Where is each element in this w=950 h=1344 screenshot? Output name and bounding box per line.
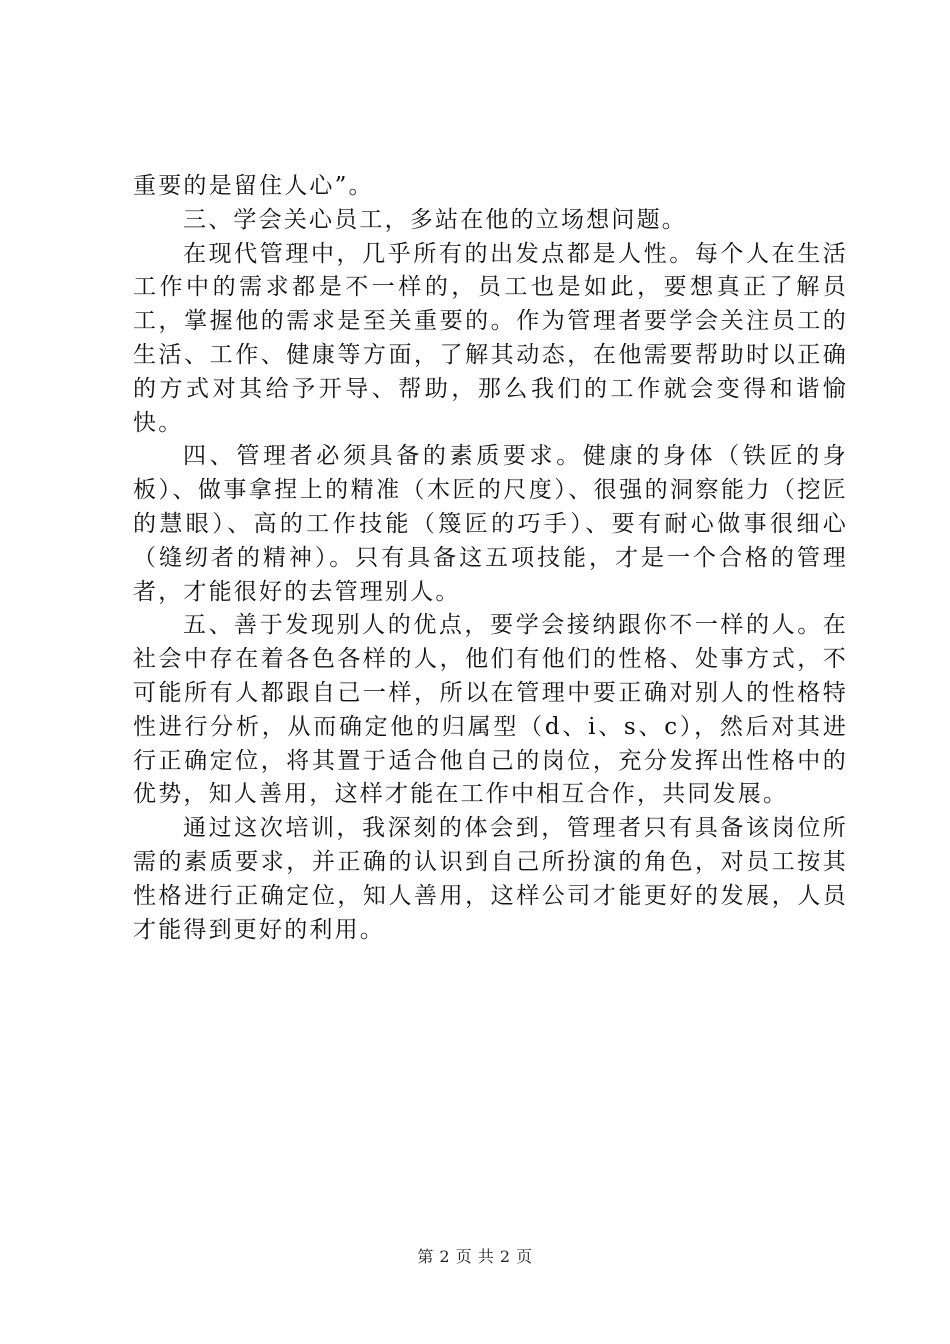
paragraph-continuation: 重要的是留住人心”。 (133, 173, 374, 199)
paragraph-section-5: 五、善于发现别人的优点，要学会接纳跟你不一样的人。在社会中存在着各色各样的人，他们有他们的性格、处事方式，不可能所有人都跟自己一样，所以在管理中要正确对别人的性格特性进行分析，从而确定他的归属型（d、i、s、c），然后对其进行正确定位，将其置于适合他自己的岗位，充分发挥出性格中的优势，知人善用，这样才能在工作中相互合作，共同发展。 (133, 612, 848, 808)
page-number-footer: 第 2 页 共 2 页 (417, 1247, 533, 1266)
paragraph-heading-3: 三、学会关心员工，多站在他的立场想问题。 (183, 206, 687, 233)
paragraph-section-4: 四、管理者必须具备的素质要求。健康的身体（铁匠的身板）、做事拿捏上的精准（木匠的尺度）、很强的洞察能力（挖匠的慧眼）、高的工作技能（篾匠的巧手）、要有耐心做事很细心（缝纫者的精神）。只有具备这五项技能，才是一个合格的管理者，才能很好的去管理别人。 (133, 443, 848, 605)
document-body (133, 170, 848, 947)
paragraph-conclusion: 通过这次培训，我深刻的体会到，管理者只有具备该岗位所需的素质要求，并正确的认识到自己所扮演的角色，对员工按其性格进行正确定位，知人善用，这样公司才能更好的发展，人员才能得到更好的利用。 (133, 815, 848, 943)
paragraph-body-3: 在现代管理中，几乎所有的出发点都是人性。每个人在生活工作中的需求都是不一样的，员工也是如此，要想真正了解员工，掌握他的需求是至关重要的。作为管理者要学会关注员工的生活、工作、健康等方面，了解其动态，在他需要帮助时以正确的方式对其给予开导、帮助，那么我们的工作就会变得和谐愉快。 (133, 240, 848, 436)
